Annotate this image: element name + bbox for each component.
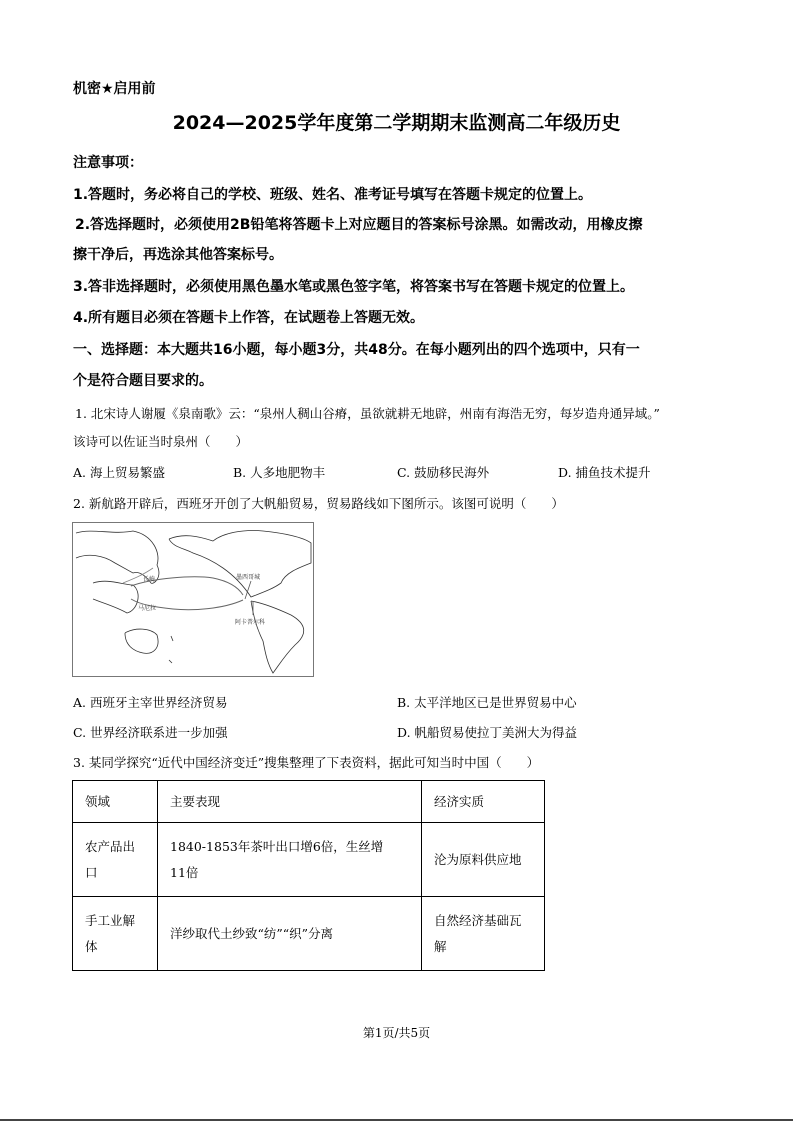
map-label-mexico-city: 墨西哥城 (236, 574, 261, 581)
section-heading-cont: 个是符合题目要求的。 (73, 373, 213, 389)
q2-option-c: C. 世界经济联系进一步加强 (73, 725, 228, 740)
table-cell-line: 自然经济基础瓦 (434, 912, 522, 928)
page-bottom-border (0, 1119, 793, 1121)
note-item: 3.答非选择题时，必须使用黑色墨水笔或黑色签字笔，将答案书写在答题卡规定的位置上。 (73, 279, 635, 295)
q1-stem: 1. 北宋诗人谢履《泉南歌》云：“泉州人稠山谷瘠，虽欲就耕无地辟，州南有海浩无穷，每岁造舟通异域。” (75, 406, 660, 421)
q2-option-d: D. 帆船贸易使拉丁美洲大为得益 (397, 725, 578, 740)
q3-stem: 3. 某同学探究“近代中国经济变迁”搜集整理了下表资料，据此可知当时中国（ ） (73, 755, 540, 770)
notes-heading: 注意事项： (73, 155, 143, 171)
map-label-acapulco: 阿卡普尔科 (235, 619, 266, 626)
table-cell-line: 1840-1853年茶叶出口增6倍，生丝增 (170, 838, 384, 854)
note-item: 2.答选择题时，必须使用2B铅笔将答题卡上对应题目的答案标号涂黑。如需改动，用橡皮擦 (75, 217, 643, 233)
q1-option-a: A. 海上贸易繁盛 (73, 465, 165, 480)
confidential-label: 机密★启用前 (73, 81, 156, 97)
table-header-row (73, 781, 545, 823)
table-cell: 手工业解体 (73, 897, 158, 971)
note-item: 4.所有题目必须在答题卡上作答，在试题卷上答题无效。 (73, 310, 425, 326)
table-cell: 洋纱取代土纱致“纺”“织”分离 (158, 897, 422, 971)
table-cell (158, 823, 422, 897)
q1-option-c: C. 鼓励移民海外 (397, 465, 490, 480)
map-label-nagasaki: 长崎 (143, 576, 156, 583)
q1-option-d: D. 捕鱼技术提升 (558, 465, 651, 480)
table-cell: 农产品出口 (73, 823, 158, 897)
table-cell-line: 解 (434, 938, 447, 954)
table-header: 领域 (73, 781, 158, 823)
page-number: 第1页/共5页 (362, 1026, 431, 1040)
table-header: 主要表现 (158, 781, 422, 823)
table-row (73, 823, 545, 897)
q2-stem: 2. 新航路开辟后，西班牙开创了大帆船贸易，贸易路线如下图所示。该图可说明（ ） (73, 496, 564, 511)
table-header: 经济实质 (422, 781, 545, 823)
q1-option-b: B. 人多地肥物丰 (233, 465, 326, 480)
q2-option-a: A. 西班牙主宰世界经济贸易 (73, 695, 228, 710)
map-label-manila: 马尼拉 (138, 605, 157, 612)
section-heading: 一、选择题：本大题共16小题，每小题3分，共48分。在每小题列出的四个选项中，只有一 (73, 342, 640, 358)
galleon-trade-map (72, 522, 314, 677)
q2-option-b: B. 太平洋地区已是世界贸易中心 (397, 695, 577, 710)
q3-table (72, 780, 545, 971)
table-cell: 沦为原料供应地 (422, 823, 545, 897)
page-title: 2024—2025学年度第二学期期末监测高二年级历史 (172, 112, 621, 134)
q1-stem-cont: 该诗可以佐证当时泉州（ ） (73, 434, 249, 449)
note-item: 擦干净后，再选涂其他答案标号。 (73, 247, 283, 263)
table-cell-line: 11倍 (170, 864, 199, 880)
table-row (73, 897, 545, 971)
table-cell (422, 897, 545, 971)
note-item: 1.答题时，务必将自己的学校、班级、姓名、准考证号填写在答题卡规定的位置上。 (73, 187, 593, 203)
